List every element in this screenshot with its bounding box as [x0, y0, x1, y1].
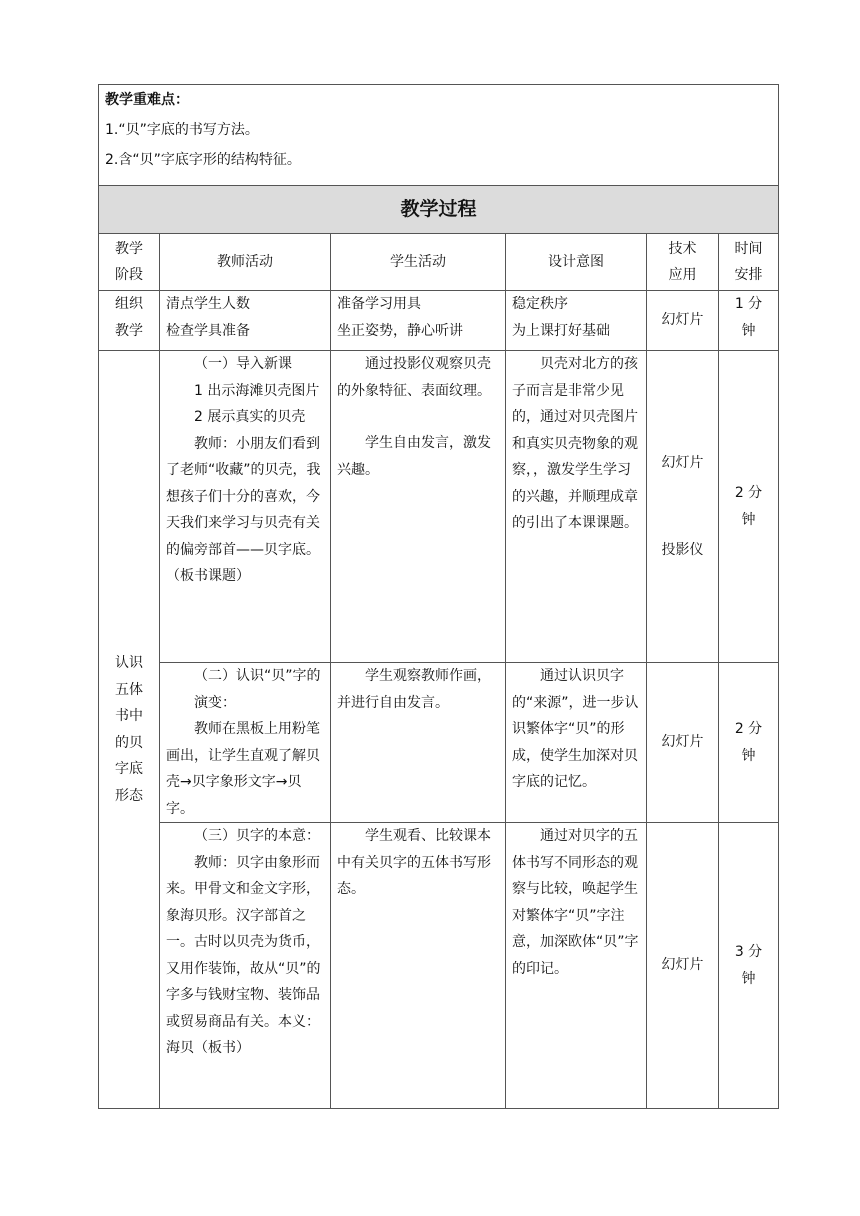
time-cell-intro: 2 分 钟 — [719, 351, 779, 663]
teacher-cell-intro: （一）导入新课 1 出示海滩贝壳图片 2 展示真实的贝壳 教师：小朋友们看到了老师“收藏”的贝壳，我想孩子们十分的喜欢，今天我们来学习与贝壳有关的偏旁部首——贝字底。（板书课题） — [160, 351, 331, 663]
key-point-item: 1.“贝”字底的书写方法。 — [105, 122, 259, 138]
header-tech: 技术 应用 — [647, 234, 719, 291]
tech-cell-intro: 幻灯片 投影仪 — [647, 351, 719, 663]
header-stage: 教学 阶段 — [99, 234, 160, 291]
key-points-title: 教学重难点： — [105, 92, 189, 108]
header-teacher: 教师活动 — [160, 234, 331, 291]
time-cell-organize: 1 分 钟 — [719, 291, 779, 351]
design-cell-meaning: 通过对贝字的五体书写不同形态的观察与比较，唤起学生对繁体字“贝”字注意，加深欧体“贝”字的印记。 — [506, 823, 647, 1109]
intro-title: （一）导入新课 — [194, 356, 292, 372]
process-title-row — [99, 186, 779, 234]
row-meaning — [99, 823, 779, 1109]
header-student: 学生活动 — [331, 234, 506, 291]
key-points-cell — [99, 85, 779, 186]
row-evolution — [99, 663, 779, 823]
student-cell-evolution: 学生观察教师作画，并进行自由发言。 — [331, 663, 506, 823]
student-cell-organize: 准备学习用具 坐正姿势，静心听讲 — [331, 291, 506, 351]
time-cell-evolution: 2 分 钟 — [719, 663, 779, 823]
lesson-plan-document — [98, 84, 778, 1109]
design-cell-intro: 贝壳对北方的孩子而言是非常少见的，通过对贝壳图片和真实贝壳物象的观察，，激发学生学习的兴趣，并顺理成章的引出了本课课题。 — [506, 351, 647, 663]
lesson-plan-table — [98, 84, 779, 1109]
teacher-cell-meaning: （三）贝字的本意： 教师：贝字由象形而来。甲骨文和金文字形，象海贝形。汉字部首之一。古时以贝壳为货币，又用作装饰，故从“贝”的字多与钱财宝物、装饰品或贸易商品有关。本义：海贝（板书） — [160, 823, 331, 1109]
header-time: 时间 安排 — [719, 234, 779, 291]
row-organize — [99, 291, 779, 351]
tech-cell-meaning: 幻灯片 — [647, 823, 719, 1109]
student-cell-meaning: 学生观看、比较课本中有关贝字的五体书写形态。 — [331, 823, 506, 1109]
stage-cell-recognize: 认识 五体 书中 的贝 字底 形态 — [99, 351, 160, 1109]
tech-cell-evolution: 幻灯片 — [647, 663, 719, 823]
teacher-cell-evolution: （二）认识“贝”字的演变： 教师在黑板上用粉笔画出，让学生直观了解贝壳→贝字象形文字→贝字。 — [160, 663, 331, 823]
stage-cell-organize: 组织 教学 — [99, 291, 160, 351]
process-title: 教学过程 — [99, 186, 779, 234]
header-design: 设计意图 — [506, 234, 647, 291]
design-cell-evolution: 通过认识贝字的“来源”，进一步认识繁体字“贝”的形成，使学生加深对贝字底的记忆。 — [506, 663, 647, 823]
header-row — [99, 234, 779, 291]
time-cell-meaning: 3 分 钟 — [719, 823, 779, 1109]
student-cell-intro: 通过投影仪观察贝壳的外象特征、表面纹理。 学生自由发言，激发兴趣。 — [331, 351, 506, 663]
row-intro — [99, 351, 779, 663]
design-cell-organize: 稳定秩序 为上课打好基础 — [506, 291, 647, 351]
key-points-row — [99, 85, 779, 186]
teacher-cell-organize: 清点学生人数 检查学具准备 — [160, 291, 331, 351]
tech-cell-organize: 幻灯片 — [647, 291, 719, 351]
key-point-item: 2.含“贝”字底字形的结构特征。 — [105, 152, 301, 168]
